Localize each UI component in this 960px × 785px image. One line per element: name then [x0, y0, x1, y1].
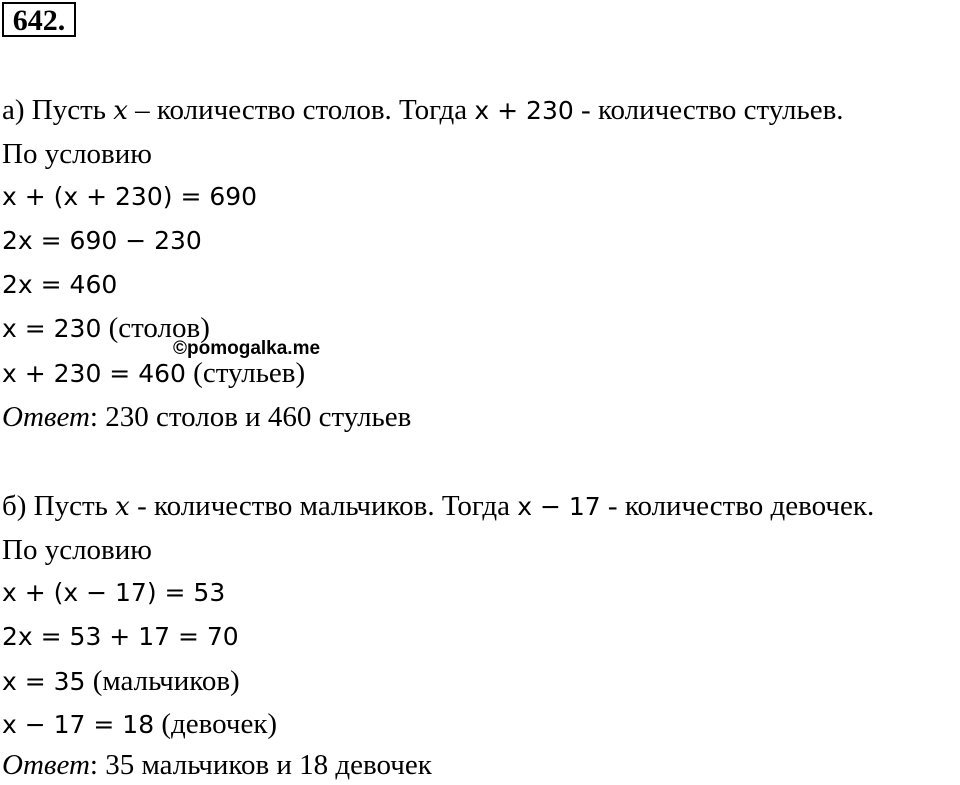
part-a-equation-5-math: x + 230 = 460 [2, 359, 186, 388]
part-b-intro-prefix: б) Пусть [2, 490, 116, 522]
part-b-equation-3-text: (мальчиков) [85, 665, 240, 697]
part-a-equation-5-text: (стульев) [185, 357, 306, 389]
problem-number: 642. [2, 2, 76, 37]
part-b-equation-4 [2, 706, 277, 743]
part-b-equation-3 [2, 663, 240, 700]
part-b-variable: x [115, 492, 130, 522]
part-a-answer-label: Ответ [2, 401, 90, 433]
part-b-condition: По условию [2, 534, 152, 566]
part-b-equation-1: x + (x − 17) = 53 [2, 578, 226, 607]
part-a-answer [2, 399, 411, 435]
part-b-answer [2, 747, 432, 783]
part-b-equation-3-math: x = 35 [2, 667, 86, 696]
part-b-answer-label: Ответ [2, 749, 90, 781]
part-a-intro [2, 92, 844, 129]
part-a-expression: x + 230 [474, 96, 574, 125]
part-b-answer-text: : 35 мальчиков и 18 девочек [89, 749, 432, 781]
part-a-variable: x [113, 96, 128, 126]
part-a-equation-4-math: x = 230 [2, 314, 102, 343]
part-a-condition: По условию [2, 138, 152, 170]
part-a-intro-mid: – количество столов. Тогда [127, 94, 475, 126]
part-a-equation-3: 2x = 460 [2, 270, 118, 299]
part-a-equation-1: x + (x + 230) = 690 [2, 182, 258, 211]
watermark: ©pomogalka.me [173, 338, 321, 359]
part-a-equation-2: 2x = 690 − 230 [2, 226, 202, 255]
part-b-intro [2, 488, 874, 525]
part-a-equation-4-text: (столов) [101, 312, 210, 344]
part-b-intro-suffix: - количество девочек. [600, 490, 875, 522]
part-b-expression: x − 17 [517, 492, 601, 521]
part-b-intro-mid: - количество мальчиков. Тогда [129, 490, 518, 522]
part-b-equation-4-text: (девочек) [154, 708, 278, 740]
part-b-equation-4-math: x − 17 = 18 [2, 710, 155, 739]
part-a-answer-text: : 230 столов и 460 стульев [89, 401, 412, 433]
part-a-intro-prefix: а) Пусть [2, 94, 114, 126]
part-a-intro-suffix: - количество стульев. [573, 94, 844, 126]
part-b-equation-2: 2x = 53 + 17 = 70 [2, 622, 239, 651]
